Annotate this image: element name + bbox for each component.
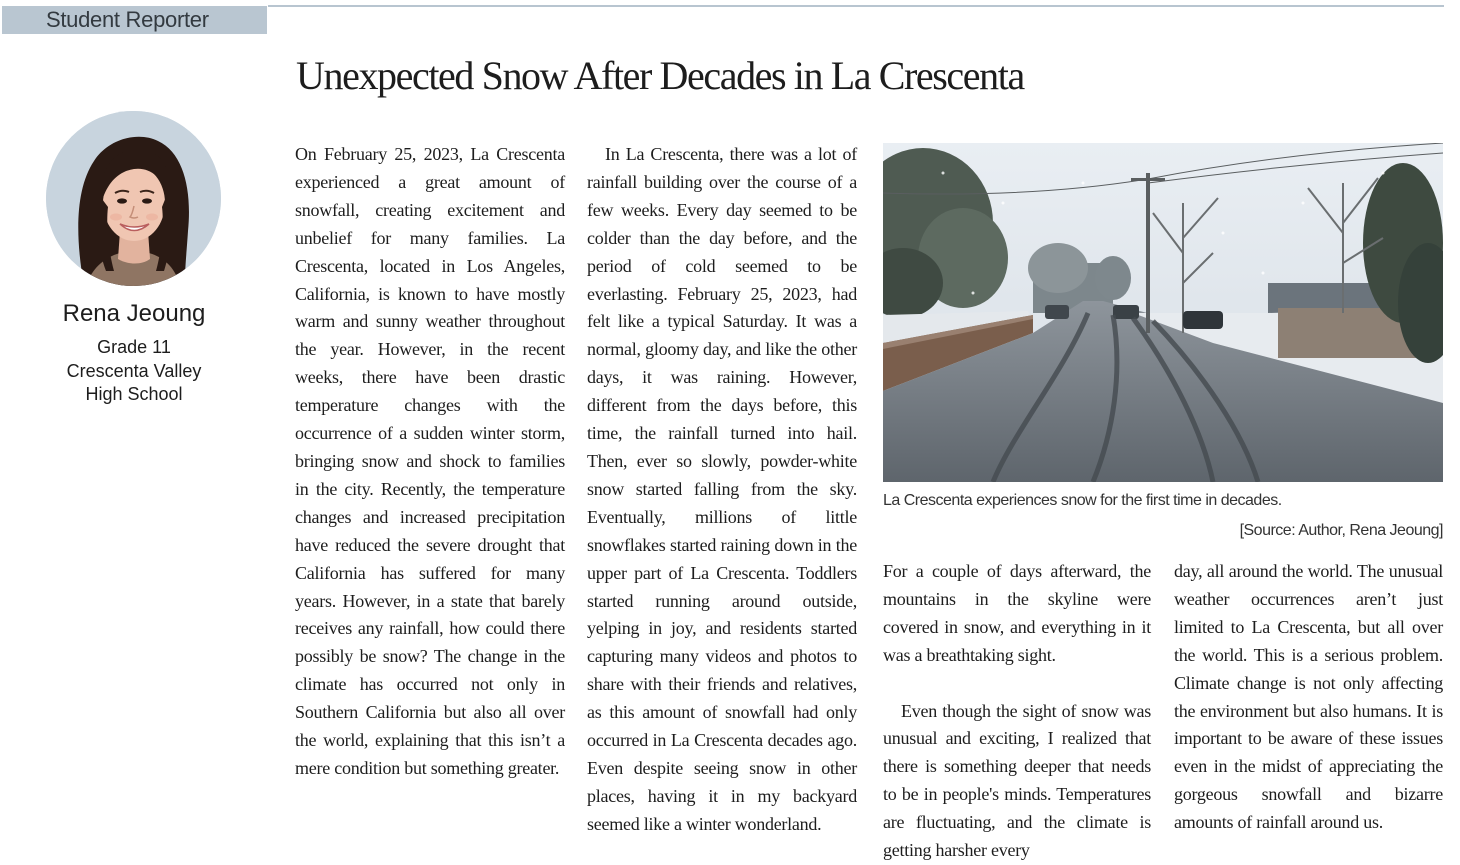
article-column-1 [295, 141, 565, 783]
author-grade: Grade 11 [97, 337, 171, 357]
author-school-line-2: High School [85, 384, 183, 404]
article-paragraph: For a couple of days afterward, the mountains in the skyline were covered in snow, and everything in it was a breathtaking sight. [883, 561, 1151, 665]
article-paragraph: day, all around the world. The unusual weather occurrences aren’t just limited to La Crescenta, but all over the world. This is a serious problem. Climate change is not only affecting the environment but also humans. It is important to be aware of these issues even in the midst of appreciating the gorgeous snowfall and bizarre amounts of rainfall around us. [1174, 561, 1443, 833]
author-school-line-1: Crescenta Valley [66, 361, 202, 381]
author-name: Rena Jeoung [62, 300, 206, 327]
article-column-2 [587, 141, 857, 839]
article-column-4 [1174, 558, 1443, 837]
article-column-3 [883, 558, 1151, 865]
article-photo [883, 143, 1443, 482]
header-rule [268, 5, 1444, 7]
article-paragraph: Even though the sight of snow was unusual and exciting, I realized that there is something deeper that needs to be in people's minds. Temperatures are fluctuating, and the climate is getting harsher every [883, 700, 1151, 861]
snowy-street-photo-icon [883, 143, 1443, 482]
article-paragraph: In La Crescenta, there was a lot of rainfall building over the course of a few weeks. Every day seemed to be colder than the day before, and the period of cold seemed to be everlasting. February 25, 2023, had felt like a typical Saturday. It was a normal, gloomy day, and like the other days, it was raining. However, different from the days before, this time, the rainfall turned into hail. Then, ever so slowly, powder-white snow started falling from the sky. Eventually, millions of little snowflakes started raining down in the upper part of La Crescenta. Toddlers started running around outside, yelping in joy, and residents started capturing many videos and photos to share with their friends and relatives, as this amount of snowfall had only occurred in La Crescenta decades ago. Even despite seeing snow in other places, having it in my backyard seemed like a winter wonderland. [587, 144, 857, 834]
author-portrait-icon [46, 111, 221, 286]
article-headline: Unexpected Snow After Decades in La Crescenta [296, 53, 1024, 98]
section-label: Student Reporter [2, 6, 267, 34]
article-paragraph: On February 25, 2023, La Crescenta experienced a great amount of snowfall, creating excitement and unbelief for many families. La Crescenta, located in Los Angeles, California, is known to have mostly warm and sunny weather throughout the year. However, in the recent weeks, there have been drastic temperature changes with the occurrence of a sudden winter storm, bringing snow and shock to families in the city. Recently, the temperature changes and increased precipitation have reduced the severe drought that California has suffered for many years. However, in a state that barely receives any rainfall, how could there possibly be snow? The change in the climate has occurred not only in Southern California but also all over the world, explaining that this isn’t a mere condition but something greater. [295, 144, 565, 778]
photo-credit: [Source: Author, Rena Jeoung] [1239, 522, 1443, 539]
author-portrait [46, 111, 221, 286]
photo-caption: La Crescenta experiences snow for the first time in decades. [883, 492, 1282, 509]
